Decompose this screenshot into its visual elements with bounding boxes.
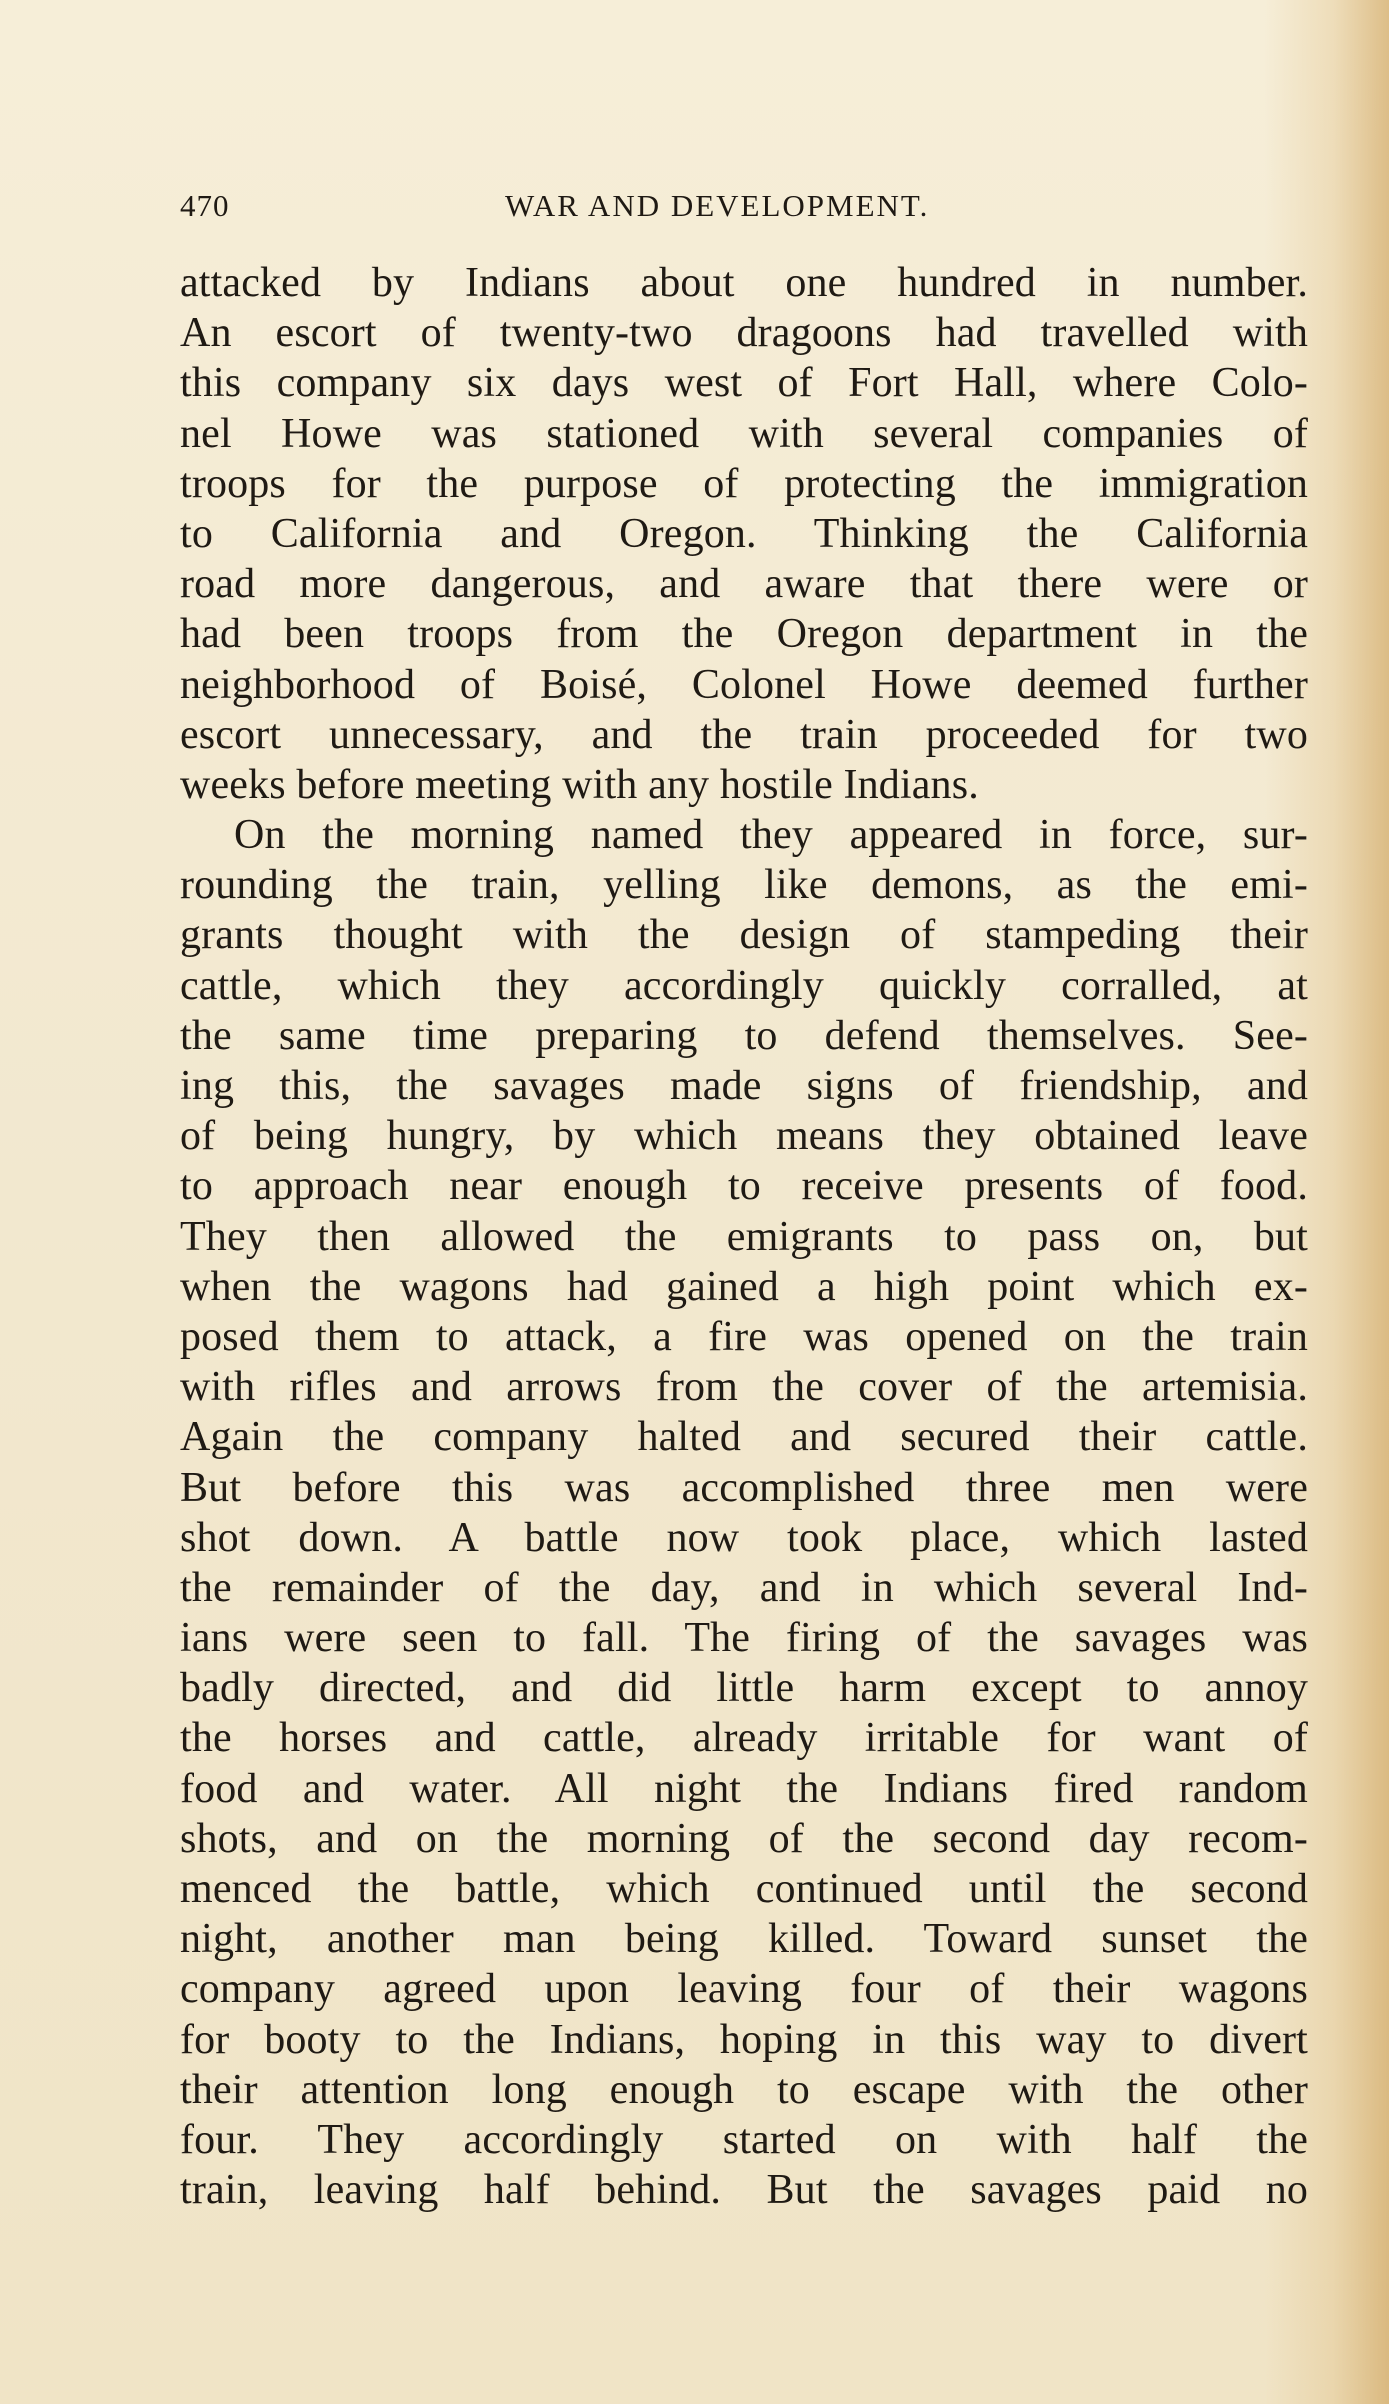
text-line: train, leaving half behind. But the savages paid no — [180, 2167, 1308, 2214]
text-line: shots, and on the morning of the second day recom- — [180, 1815, 1308, 1862]
text-line: weeks before meeting with any hostile Indians. — [180, 761, 979, 808]
text-line: An escort of twenty-two dragoons had travelled with — [180, 310, 1308, 357]
text-line: badly directed, and did little harm except to annoy — [180, 1665, 1308, 1712]
text-line: the remainder of the day, and in which several Ind- — [180, 1564, 1308, 1611]
text-line: of being hungry, by which means they obtained leave — [180, 1113, 1308, 1160]
paragraph-start-line: On the morning named they appeared in force, sur- — [234, 812, 1308, 859]
text-line: neighborhood of Boisé, Colonel Howe deemed further — [180, 661, 1308, 708]
text-line: Again the company halted and secured their cattle. — [180, 1414, 1308, 1461]
body-text — [180, 258, 1308, 2215]
text-line: cattle, which they accordingly quickly corralled, at — [180, 962, 1308, 1009]
text-line: their attention long enough to escape with the other — [180, 2066, 1308, 2113]
text-line: when the wagons had gained a high point which ex- — [180, 1263, 1308, 1310]
text-line: posed them to attack, a fire was opened on the train — [180, 1313, 1308, 1360]
text-line: ians were seen to fall. The firing of the savages was — [180, 1615, 1308, 1662]
text-line: But before this was accomplished three men were — [180, 1464, 1308, 1511]
text-line: for booty to the Indians, hoping in this way to divert — [180, 2016, 1308, 2063]
text-line: shot down. A battle now took place, which lasted — [180, 1514, 1308, 1561]
page-header — [180, 188, 1300, 228]
text-line: attacked by Indians about one hundred in number. — [180, 260, 1308, 306]
text-line: ing this, the savages made signs of friendship, and — [180, 1063, 1308, 1109]
text-line: menced the battle, which continued until the second — [180, 1866, 1308, 1912]
text-line: the horses and cattle, already irritable for want of — [180, 1715, 1308, 1762]
text-line: night, another man being killed. Toward sunset the — [180, 1916, 1308, 1963]
text-line: road more dangerous, and aware that there were or — [180, 561, 1308, 608]
text-line: to California and Oregon. Thinking the California — [180, 510, 1308, 557]
text-line: company agreed upon leaving four of their wagons — [180, 1966, 1308, 2013]
running-head: WAR AND DEVELOPMENT. — [505, 188, 930, 223]
text-line: had been troops from the Oregon department in the — [180, 611, 1308, 658]
text-line: this company six days west of Fort Hall, where Colo- — [180, 360, 1308, 407]
text-line: grants thought with the design of stampeding their — [180, 912, 1308, 959]
text-line: four. They accordingly started on with half the — [180, 2116, 1308, 2163]
text-line: the same time preparing to defend themselves. See- — [180, 1012, 1308, 1059]
text-line: with rifles and arrows from the cover of the artemisia. — [180, 1364, 1308, 1411]
text-line: nel Howe was stationed with several companies of — [180, 410, 1308, 457]
text-line: They then allowed the emigrants to pass on, but — [180, 1213, 1308, 1260]
text-line: troops for the purpose of protecting the immigration — [180, 460, 1308, 507]
text-line: to approach near enough to receive presents of food. — [180, 1163, 1308, 1210]
page-number: 470 — [180, 188, 230, 223]
text-line: rounding the train, yelling like demons, as the emi- — [180, 862, 1308, 909]
text-line: food and water. All night the Indians fired random — [180, 1765, 1308, 1812]
text-line: escort unnecessary, and the train proceeded for two — [180, 711, 1308, 758]
